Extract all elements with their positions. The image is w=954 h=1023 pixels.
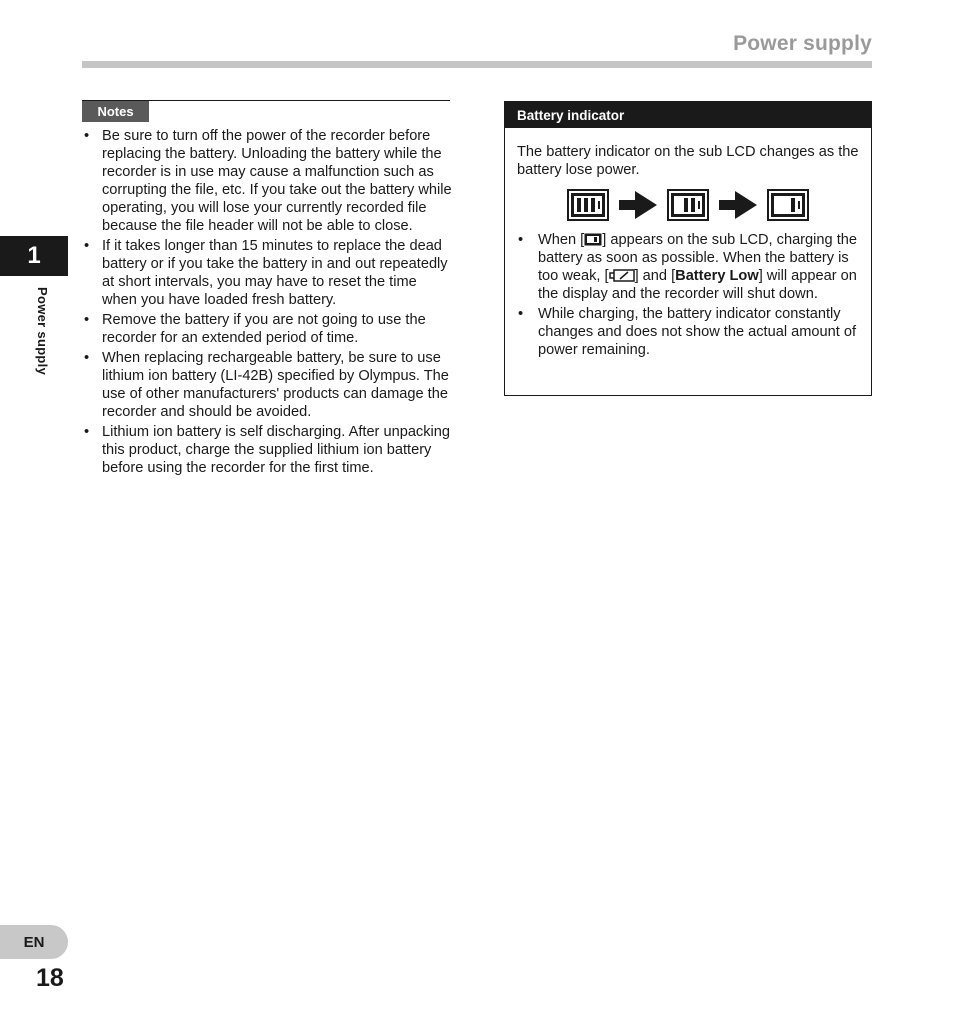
notes-header bbox=[82, 100, 450, 119]
battery-low-label: Battery Low bbox=[675, 268, 759, 284]
bullet1-part-c: ] and [ bbox=[634, 268, 676, 284]
battery-two-bars-icon bbox=[667, 189, 709, 221]
battery-low-icon bbox=[584, 233, 602, 246]
battery-full-icon bbox=[567, 189, 609, 221]
list-item: • Be sure to turn off the power of the recorder before replacing the battery. Unloading the battery while the recorder is in use may cause a malfunction such as corrupting the file, etc. If you take out the battery while operating, you will lose your currently recorded file because the file header will not be able to close. bbox=[82, 127, 452, 235]
list-item: • When replacing rechargeable battery, be sure to use lithium ion battery (LI-42B) specified by Olympus. The use of other manufacturers' products can damage the recorder and should be avoided. bbox=[82, 349, 452, 421]
battery-indicator-box bbox=[504, 101, 872, 396]
bullet1-part-d: ] will appear on the display and the recorder will shut down. bbox=[538, 268, 857, 302]
battery-indicator-intro: The battery indicator on the sub LCD changes as the battery lose power. bbox=[517, 144, 859, 178]
page-number: 18 bbox=[36, 964, 64, 992]
list-item: • While charging, the battery indicator constantly changes and does not show the actual amount of power remaining. bbox=[517, 305, 859, 359]
battery-empty-icon bbox=[609, 269, 635, 282]
page-title: Power supply bbox=[733, 32, 872, 55]
arrow-right-icon bbox=[719, 191, 757, 219]
bullet1-part-a: When [ bbox=[538, 232, 585, 248]
list-item: • Lithium ion battery is self discharging. After unpacking this product, charge the supplied lithium ion battery before using the recorder for the first time. bbox=[82, 423, 452, 477]
battery-indicator-title: Battery indicator bbox=[505, 102, 871, 128]
list-item: • Remove the battery if you are not going to use the recorder for an extended period of time. bbox=[82, 311, 452, 347]
header-rule bbox=[82, 61, 872, 68]
battery-one-bar-icon bbox=[767, 189, 809, 221]
bullet1-part-b: ] appears on the sub LCD, charging the battery as soon as possible. When the battery is too weak, [ bbox=[538, 232, 857, 284]
notes-list bbox=[82, 127, 452, 479]
side-section-label: Power supply bbox=[35, 287, 50, 376]
battery-sequence bbox=[567, 189, 871, 221]
battery-notes-list bbox=[517, 231, 859, 359]
list-item: • If it takes longer than 15 minutes to replace the dead battery or if you take the battery in and out repeatedly at short intervals, you may have to reset the time when you have loaded fresh battery. bbox=[82, 237, 452, 309]
chapter-tab: 1 bbox=[0, 236, 68, 276]
arrow-right-icon bbox=[619, 191, 657, 219]
language-badge: EN bbox=[0, 925, 68, 959]
notes-label: Notes bbox=[82, 101, 149, 122]
list-item bbox=[517, 231, 859, 303]
